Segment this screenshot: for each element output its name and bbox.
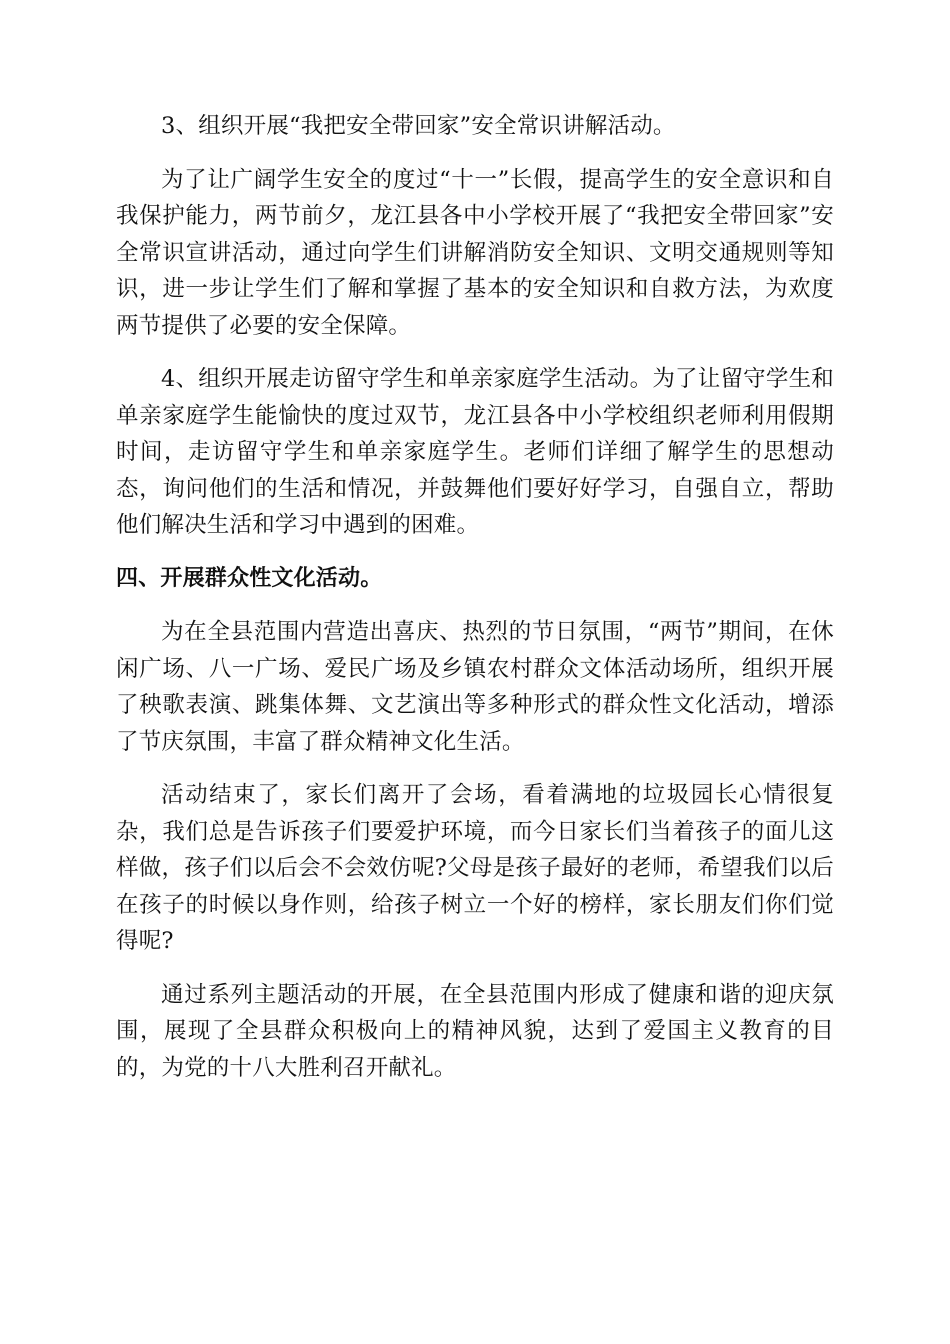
section-heading-4: 四、开展群众性文化活动。 xyxy=(116,565,383,591)
paragraph-after-activity: 活动结束了，家长们离开了会场，看着满地的垃圾园长心情很复杂，我们总是告诉孩子们要爱护环境，而今日家长们当着孩子的面儿这样做，孩子们以后会不会效仿呢?父母是孩子最好的老师，希望我们以后在孩子的时候以身作则，给孩子树立一个好的榜样，家长朋友们你们觉得呢? xyxy=(116,782,834,954)
paragraph-safety-activity: 为了让广阔学生安全的度过“十一”长假，提高学生的安全意识和自我保护能力，两节前夕，龙江县各中小学校开展了“我把安全带回家”安全常识宣讲活动，通过向学生们讲解消防安全知识、文明交通规则等知识，进一步让学生们了解和掌握了基本的安全知识和自救方法，为欢度两节提供了必要的安全保障。 xyxy=(116,166,834,339)
paragraph-cultural-activities: 为在全县范围内营造出喜庆、热烈的节日氛围，“两节”期间，在休闲广场、八一广场、爱民广场及乡镇农村群众文体活动场所，组织开展了秧歌表演、跳集体舞、文艺演出等多种形式的群众性文化活动，增添了节庆氛围，丰富了群众精神文化生活。 xyxy=(116,619,834,755)
paragraph-conclusion: 通过系列主题活动的开展，在全县范围内形成了健康和谐的迎庆氛围，展现了全县群众积极向上的精神风貌，达到了爱国主义教育的目的，为党的十八大胜利召开献礼。 xyxy=(116,981,834,1081)
paragraph-item-4-visits: 4、组织开展走访留守学生和单亲家庭学生活动。为了让留守学生和单亲家庭学生能愉快的度过双节，龙江县各中小学校组织老师利用假期时间，走访留守学生和单亲家庭学生。老师们详细了解学生的思想动态，询问他们的生活和情况，并鼓舞他们要好好学习，自强自立，帮助他们解决生活和学习中遇到的困难。 xyxy=(116,366,834,538)
document-body xyxy=(116,108,834,1103)
paragraph-item-3-heading: 3、组织开展“我把安全带回家”安全常识讲解活动。 xyxy=(161,113,676,139)
